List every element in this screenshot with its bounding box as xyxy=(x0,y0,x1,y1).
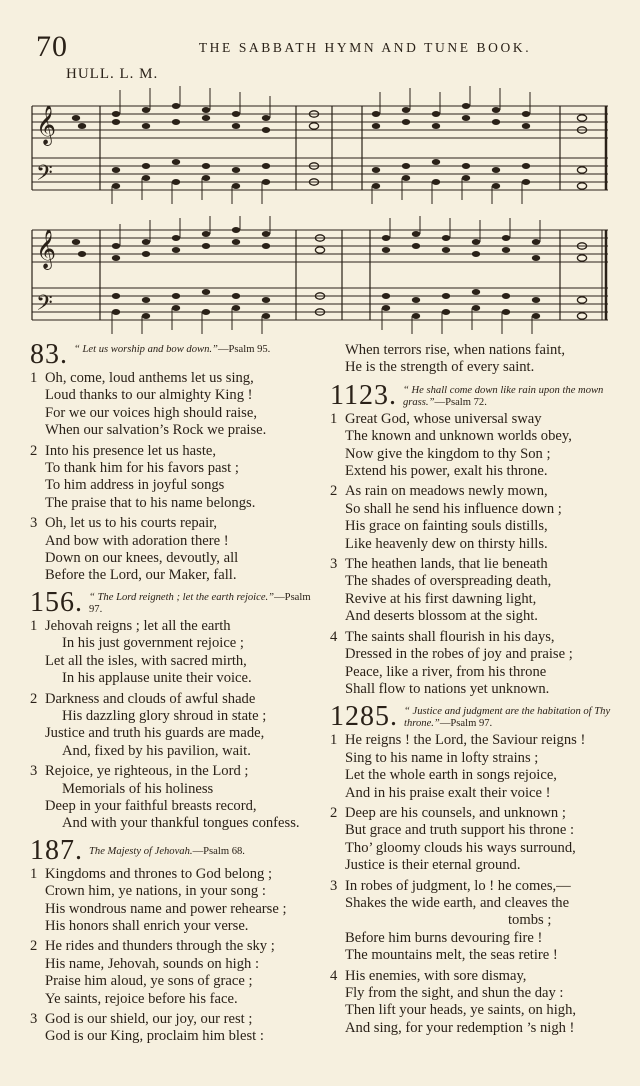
verse-line: Fly from the sight, and shun the day : xyxy=(345,985,564,1001)
treble-clef-icon: 𝄞 xyxy=(36,105,57,145)
hymn-number: 83. xyxy=(30,339,68,370)
verse-line: When terrors rise, when nations faint, xyxy=(345,342,566,358)
note-stems xyxy=(112,216,540,334)
verse-line: Dressed in the robes of joy and praise ; xyxy=(345,646,573,663)
verse-line: His honors shall enrich your verse. xyxy=(45,917,249,934)
verse-line: Before the Lord, our Maker, fall. xyxy=(45,567,237,584)
hymn-scripture: “ He shall come down like rain upon the mown grass.”—Psalm 72. xyxy=(402,384,604,408)
verse-line: 4 His enemies, with sore dismay, xyxy=(330,967,527,984)
hymn-header xyxy=(30,834,320,866)
verse-line: 1 Jehovah reigns ; let all the earth xyxy=(30,617,231,634)
hymn-scripture: The Majesty of Jehovah.—Psalm 68. xyxy=(89,845,245,857)
carryover-lines xyxy=(330,342,612,377)
verse-line: And with your thankful tongues confess. xyxy=(62,815,300,832)
hymn-187 xyxy=(30,834,320,1046)
music-score-system-2 xyxy=(30,216,610,336)
verse-line: 3 In robes of judgment, lo ! he comes,— xyxy=(330,877,571,894)
stanza xyxy=(330,629,612,699)
verse-line: Justice and truth his guards are made, xyxy=(45,725,265,742)
verse-line: The mountains melt, the seas retire ! xyxy=(345,947,558,964)
stanza xyxy=(30,763,320,833)
stanza xyxy=(330,968,612,1038)
verse-line: The known and unknown worlds obey, xyxy=(345,428,572,445)
hymn-1285 xyxy=(330,701,612,1037)
verse-line: Let the whole earth in songs rejoice, xyxy=(345,767,557,784)
verse-line: 2 He rides and thunders through the sky ; xyxy=(30,938,275,955)
verse-line: Ye saints, rejoice before his face. xyxy=(45,990,238,1007)
verse-line: Extend his power, exalt his throne. xyxy=(345,463,548,480)
stanza xyxy=(330,878,612,965)
verse-line: 1 Oh, come, loud anthems let us sing, xyxy=(30,370,254,386)
hymn-1123 xyxy=(330,379,612,699)
verse-line: 1 He reigns ! the Lord, the Saviour reigns ! xyxy=(330,732,586,749)
verse-line: And deserts blossom at the sight. xyxy=(345,608,538,625)
verse-line: His name, Jehovah, sounds on high : xyxy=(45,955,260,972)
bar-lines xyxy=(32,106,606,190)
half-notes-lower xyxy=(309,163,586,189)
treble-clef-icon: 𝄞 xyxy=(36,229,57,269)
hymn-number: 1123. xyxy=(330,379,397,411)
verse-line: And in his praise exalt their voice ! xyxy=(345,784,551,801)
verse-line: Loud thanks to our almighty King ! xyxy=(45,387,253,404)
verse-line: The shades of overspreading death, xyxy=(345,573,552,590)
stanza xyxy=(330,556,612,626)
verse-line: Down on our knees, devoutly, all xyxy=(45,550,239,567)
verse-line: Tho’ gloomy clouds his ways surround, xyxy=(345,839,576,856)
hymn-scripture: “ Let us worship and bow down.”—Psalm 95. xyxy=(74,344,271,355)
stanza xyxy=(30,938,320,1008)
verse-line: And sing, for your redemption ’s nigh ! xyxy=(345,1019,575,1036)
verse-line: 2 As rain on meadows newly mown, xyxy=(330,483,548,500)
verse-line: Shall flow to nations yet unknown. xyxy=(345,680,550,697)
music-score-system-1 xyxy=(30,86,610,206)
hymn-header xyxy=(330,701,612,733)
verse-line: Sing to his name in lofty strains ; xyxy=(345,749,539,766)
stanza xyxy=(30,370,320,440)
verse-line: 1 Great God, whose universal sway xyxy=(330,410,542,427)
hymn-83 xyxy=(30,339,320,585)
verse-line: God is our King, proclaim him blest : xyxy=(45,1028,264,1045)
note-heads-upper xyxy=(72,227,540,261)
verse-line-runover: tombs ; xyxy=(508,912,552,929)
verse-line: He is the strength of every saint. xyxy=(345,359,535,376)
verse-line: The praise that to his name belongs. xyxy=(45,494,256,511)
bass-clef-icon: 𝄢 xyxy=(36,161,53,191)
stanza xyxy=(30,1011,320,1046)
hymn-header xyxy=(30,339,320,370)
verse-line: 4 The saints shall flourish in his days, xyxy=(330,628,555,645)
verse-line: When our salvation’s Rock we praise. xyxy=(45,422,267,439)
verse-line: Shakes the wide earth, and cleaves the xyxy=(345,894,570,911)
verse-line: His grace on fainting souls distills, xyxy=(345,518,548,535)
verse-line: In his just government rejoice ; xyxy=(62,635,244,652)
verse-line: 3 God is our shield, our joy, our rest ; xyxy=(30,1011,253,1027)
stanza xyxy=(30,866,320,936)
hymn-scripture: “ Justice and judgment are the habitation of Thy throne.”—Psalm 97. xyxy=(404,706,611,730)
right-column xyxy=(330,342,612,1042)
verse-line: Let all the isles, with sacred mirth, xyxy=(45,652,247,669)
verse-line: His wondrous name and power rehearse ; xyxy=(45,900,287,917)
left-column xyxy=(30,339,320,1051)
verse-line: Crown him, ye nations, in your song : xyxy=(45,883,266,900)
verse-line: Like heavenly dew on thirsty hills. xyxy=(345,535,548,552)
verse-line: To him address in joyful songs xyxy=(45,477,225,494)
hymn-number: 1285. xyxy=(330,701,398,733)
hymn-156 xyxy=(30,586,320,833)
verse-line: For we our voices high should raise, xyxy=(45,404,257,421)
hymn-number: 187. xyxy=(30,834,83,866)
verse-line: And, fixed by his pavilion, wait. xyxy=(62,742,251,759)
tune-title: HULL. L. M. xyxy=(66,66,159,82)
note-heads-upper xyxy=(72,103,530,133)
verse-line: And bow with adoration there ! xyxy=(45,532,229,549)
page-number: 70 xyxy=(36,30,68,63)
verse-line: Peace, like a river, from his throne xyxy=(345,663,547,680)
running-head: THE SABBATH HYMN AND TUNE BOOK. xyxy=(198,40,532,55)
stanza xyxy=(30,515,320,585)
stanza xyxy=(330,732,612,802)
hymn-scripture: “ The Lord reigneth ; let the earth rejoice.”—Psalm 97. xyxy=(89,591,311,615)
bass-clef-icon: 𝄢 xyxy=(36,291,53,321)
verse-line: Memorials of his holiness xyxy=(62,780,214,797)
half-notes-upper xyxy=(315,235,586,261)
verse-line: In his applause unite their voice. xyxy=(62,670,252,687)
verse-line: Justice is their eternal ground. xyxy=(345,857,521,874)
stanza xyxy=(330,483,612,553)
verse-line: Deep in your faithful breasts record, xyxy=(45,797,257,814)
verse-line: 2 Into his presence let us haste, xyxy=(30,442,217,459)
verse-line: Now give the kingdom to thy Son ; xyxy=(345,445,551,462)
verse-line: 2 Deep are his counsels, and unknown ; xyxy=(330,804,566,821)
stanza xyxy=(330,805,612,875)
stanza xyxy=(30,618,320,688)
verse-line: 3 Rejoice, ye righteous, in the Lord ; xyxy=(30,763,249,780)
verse-line: 1 Kingdoms and thrones to God belong ; xyxy=(30,865,272,882)
stanza xyxy=(330,411,612,481)
verse-line: Revive at his first dawning light, xyxy=(345,590,537,607)
verse-line: His dazzling glory shroud in state ; xyxy=(62,707,267,724)
verse-line: 3 Oh, let us to his courts repair, xyxy=(30,515,218,532)
verse-line: To thank him for his favors past ; xyxy=(45,460,239,477)
verse-line: Then lift your heads, ye saints, on high, xyxy=(345,1002,577,1019)
verse-line: So shall he send his influence down ; xyxy=(345,500,562,517)
verse-line: Before him burns devouring fire ! xyxy=(345,929,543,946)
hymn-header xyxy=(30,586,320,618)
verse-line: Praise him aloud, ye sons of grace ; xyxy=(45,973,253,990)
verse-line: But grace and truth support his throne : xyxy=(345,822,574,839)
hymn-number: 156. xyxy=(30,586,83,618)
hymn-header xyxy=(330,379,612,411)
stanza xyxy=(30,443,320,513)
half-notes-lower xyxy=(315,293,586,319)
stanza xyxy=(30,691,320,761)
verse-line: 3 The heathen lands, that lie beneath xyxy=(330,556,548,573)
verse-line: 2 Darkness and clouds of awful shade xyxy=(30,690,256,707)
